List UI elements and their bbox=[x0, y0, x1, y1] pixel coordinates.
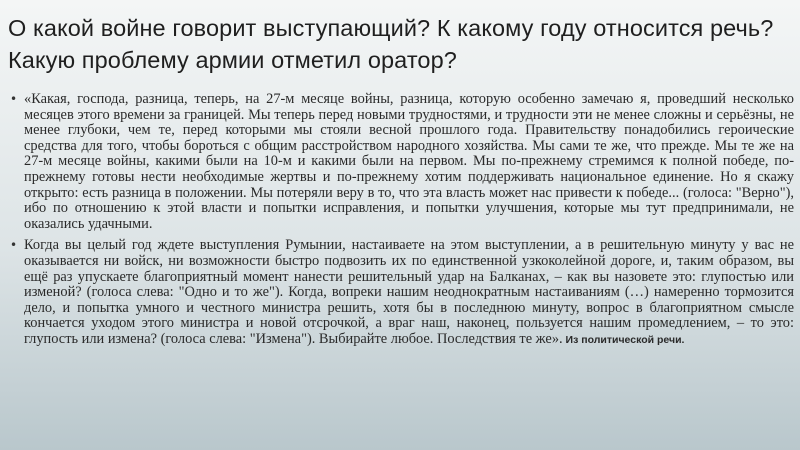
quote-paragraph-1-text: «Какая, господа, разница, теперь, на 27-м месяце войны, разница, которую особенно замечаю я, проведший несколько месяцев этого времени за границей. Мы теперь перед новыми трудностями, и трудности эти не менее сложны и серьёзны, не менее глубоки, чем те, перед которыми мы стояли весной прошлого года. Правительству понадобились героические средства для того, чтобы бороться с общим расстройством народного хозяйства. Мы сами те же, что прежде. Мы те же на 27-м месяце войны, какими были на 10-м и какими были на первом. Мы по-прежнему стремимся к полной победе, по-прежнему готовы нести необходимые жертвы и по-прежнему хотим поддерживать национальное единение. Но я скажу открыто: есть разница в положении. Мы потеряли веру в то, что эта власть может нас привести к победе... (голоса: "Верно"), ибо по отношению к этой власти и попытки исправления, и попытки улучшения, которые мы тут предпринимали, не оказались удачными. bbox=[24, 91, 794, 232]
slide-title: О какой войне говорит выступающий? К какому году относится речь? Какую проблему армии отметил оратор? bbox=[8, 15, 774, 73]
quote-paragraph-2-text: Когда вы целый год ждете выступления Румынии, настаиваете на этом выступлении, а в решительную минуту у вас не оказывается ни войск, ни возможности быстро подвозить их по единственной узкоколейной дороге, и, таким образом, вы ещё раз упускаете благоприятный момент нанести решительный удар на Балканах, – как вы назовете это: глупостью или изменой? (голоса слева: "Одно и то же"). Когда, вопреки нашим неоднократным настаиваниям (…) намеренно тормозится дело, и попытка умного и честного министра решить, хотя бы в последнюю минуту, вопрос в благоприятном смысле кончается уходом этого министра и новой отсрочкой, а враг наш, наконец, пользуется нашим промедлением, – то это: глупость или измена? (голоса слева: "Измена"). Выбирайте любое. Последствия те же». bbox=[24, 237, 794, 347]
slide-content bbox=[10, 92, 794, 355]
quote-paragraph-1 bbox=[10, 92, 794, 232]
source-note: Из политической речи. bbox=[562, 333, 685, 346]
quote-paragraph-2 bbox=[10, 238, 794, 348]
